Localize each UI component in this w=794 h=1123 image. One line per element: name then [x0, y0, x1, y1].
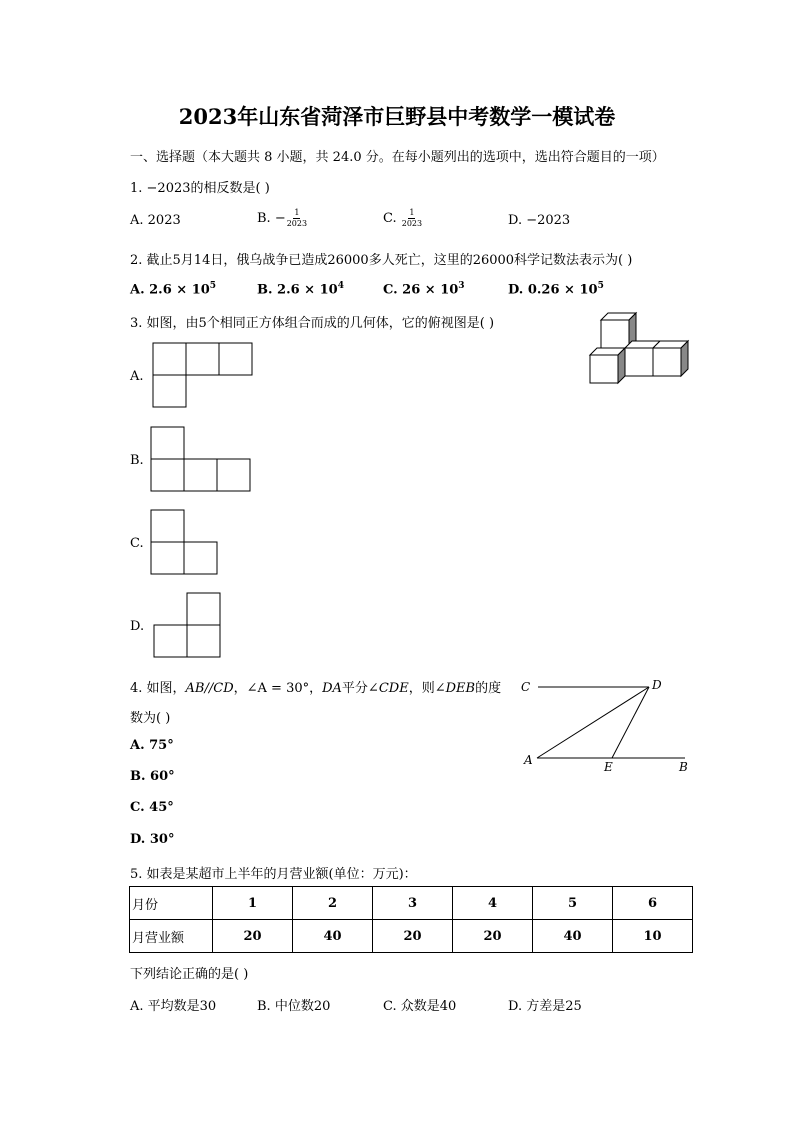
q5-question: 下列结论正确的是( ) — [130, 967, 249, 982]
q2-option-d-base: D. 0.26 × 10 — [508, 282, 598, 298]
q3-option-a-figure — [152, 342, 254, 408]
table-cell-revenue: 40 — [293, 920, 373, 953]
q4-stem-part-3: ，∠A = 30°， — [233, 681, 323, 696]
q1-option-a: A. 2023 — [130, 213, 181, 228]
q4-stem-continued: 数为( ) — [130, 711, 171, 726]
table-cell-month: 1 — [213, 887, 293, 920]
q4-stem-part-7: ，则∠ — [408, 681, 446, 696]
q4-geometry-figure — [518, 675, 698, 775]
q4-point-d-label: D — [652, 678, 662, 692]
q3-solid-figure — [586, 310, 694, 388]
q4-option-d: D. 30° — [130, 832, 175, 847]
exam-title: 2023年山东省菏泽市巨野县中考数学一模试卷 — [178, 104, 616, 129]
q1-option-b-numerator: 1 — [294, 208, 300, 217]
table-cell-month: 6 — [613, 887, 693, 920]
table-cell-revenue: 40 — [533, 920, 613, 953]
q1-option-b-fraction — [287, 208, 307, 229]
table-cell-revenue: 20 — [213, 920, 293, 953]
q3-option-c-figure — [150, 509, 220, 575]
table-cell-month: 3 — [373, 887, 453, 920]
q1-option-c-fraction — [402, 208, 422, 229]
q4-point-a-label: A — [524, 753, 533, 767]
q1-option-b-denominator: 2023 — [286, 219, 308, 228]
table-cell-revenue: 10 — [613, 920, 693, 953]
table-row — [130, 887, 693, 920]
q4-stem-part-6: CDE — [378, 681, 409, 696]
q4-option-a: A. 75° — [130, 738, 174, 753]
q5-option-a: A. 平均数是30 — [130, 999, 217, 1014]
q2-option-a-exponent: 5 — [209, 281, 217, 291]
q1-option-c-denominator: 2023 — [401, 219, 423, 228]
q3-option-a-label: A. — [130, 369, 144, 384]
section-heading: 一、选择题（本大题共 8 小题，共 24.0 分。在每小题列出的选项中，选出符合题目的一项） — [130, 150, 665, 165]
table-header-month: 月份 — [130, 887, 213, 920]
q4-stem — [130, 677, 501, 696]
q4-stem-part-8: DEB — [445, 681, 476, 696]
q2-option-b-exponent: 4 — [337, 281, 344, 291]
q2-option-b — [257, 281, 344, 297]
q4-point-c-label: C — [521, 680, 531, 694]
q1-option-c — [383, 208, 422, 229]
q3-stem: 3. 如图，由5个相同正方体组合而成的几何体，它的俯视图是( ) — [130, 316, 495, 331]
q2-option-c-exponent: 3 — [458, 281, 465, 291]
q5-option-d: D. 方差是25 — [508, 999, 582, 1014]
q5-option-b: B. 中位数20 — [257, 999, 331, 1014]
q1-option-c-numerator: 1 — [409, 208, 415, 217]
q4-option-b: B. 60° — [130, 769, 175, 784]
q5-option-c: C. 众数是40 — [383, 999, 457, 1014]
q2-option-c — [383, 281, 465, 297]
q4-stem-part-9: 的度 — [475, 681, 502, 696]
q1-option-d: D. −2023 — [508, 213, 571, 228]
table-cell-revenue: 20 — [373, 920, 453, 953]
table-cell-revenue: 20 — [453, 920, 533, 953]
q2-option-d — [508, 281, 604, 297]
table-cell-month: 4 — [453, 887, 533, 920]
q2-option-b-base: B. 2.6 × 10 — [257, 282, 338, 298]
q2-option-c-base: C. 26 × 10 — [383, 282, 459, 298]
q5-revenue-table — [129, 886, 693, 953]
q1-option-b — [257, 208, 307, 229]
q4-option-c: C. 45° — [130, 800, 174, 815]
q4-stem-part-2: AB//CD — [185, 681, 234, 696]
q4-stem-part-1: 4. 如图， — [130, 681, 186, 696]
q1-option-c-prefix: C. — [383, 211, 401, 226]
q2-option-d-exponent: 5 — [597, 281, 604, 291]
q1-option-b-prefix: B. − — [257, 211, 286, 226]
q4-stem-part-5: 平分∠ — [341, 681, 379, 696]
q3-option-d-figure — [153, 592, 223, 658]
table-header-revenue: 月营业额 — [130, 920, 213, 953]
q4-point-e-label: E — [604, 760, 613, 774]
table-row — [130, 920, 693, 953]
table-cell-month: 5 — [533, 887, 613, 920]
q3-option-c-label: C. — [130, 536, 144, 551]
table-cell-month: 2 — [293, 887, 373, 920]
q3-option-d-label: D. — [130, 619, 145, 634]
q4-point-b-label: B — [679, 760, 688, 774]
q2-option-a-base: A. 2.6 × 10 — [130, 282, 210, 298]
q3-option-b-figure — [150, 426, 252, 492]
q4-stem-part-4: DA — [322, 681, 342, 696]
q3-option-b-label: B. — [130, 453, 144, 468]
q2-option-a — [130, 281, 216, 297]
q5-stem: 5. 如表是某超市上半年的月营业额(单位：万元)： — [130, 867, 417, 882]
q1-stem: 1. −2023的相反数是( ) — [130, 181, 270, 196]
q2-stem: 2. 截止5月14日，俄乌战争已造成26000多人死亡，这里的26000科学记数法表示为( ) — [130, 253, 633, 268]
